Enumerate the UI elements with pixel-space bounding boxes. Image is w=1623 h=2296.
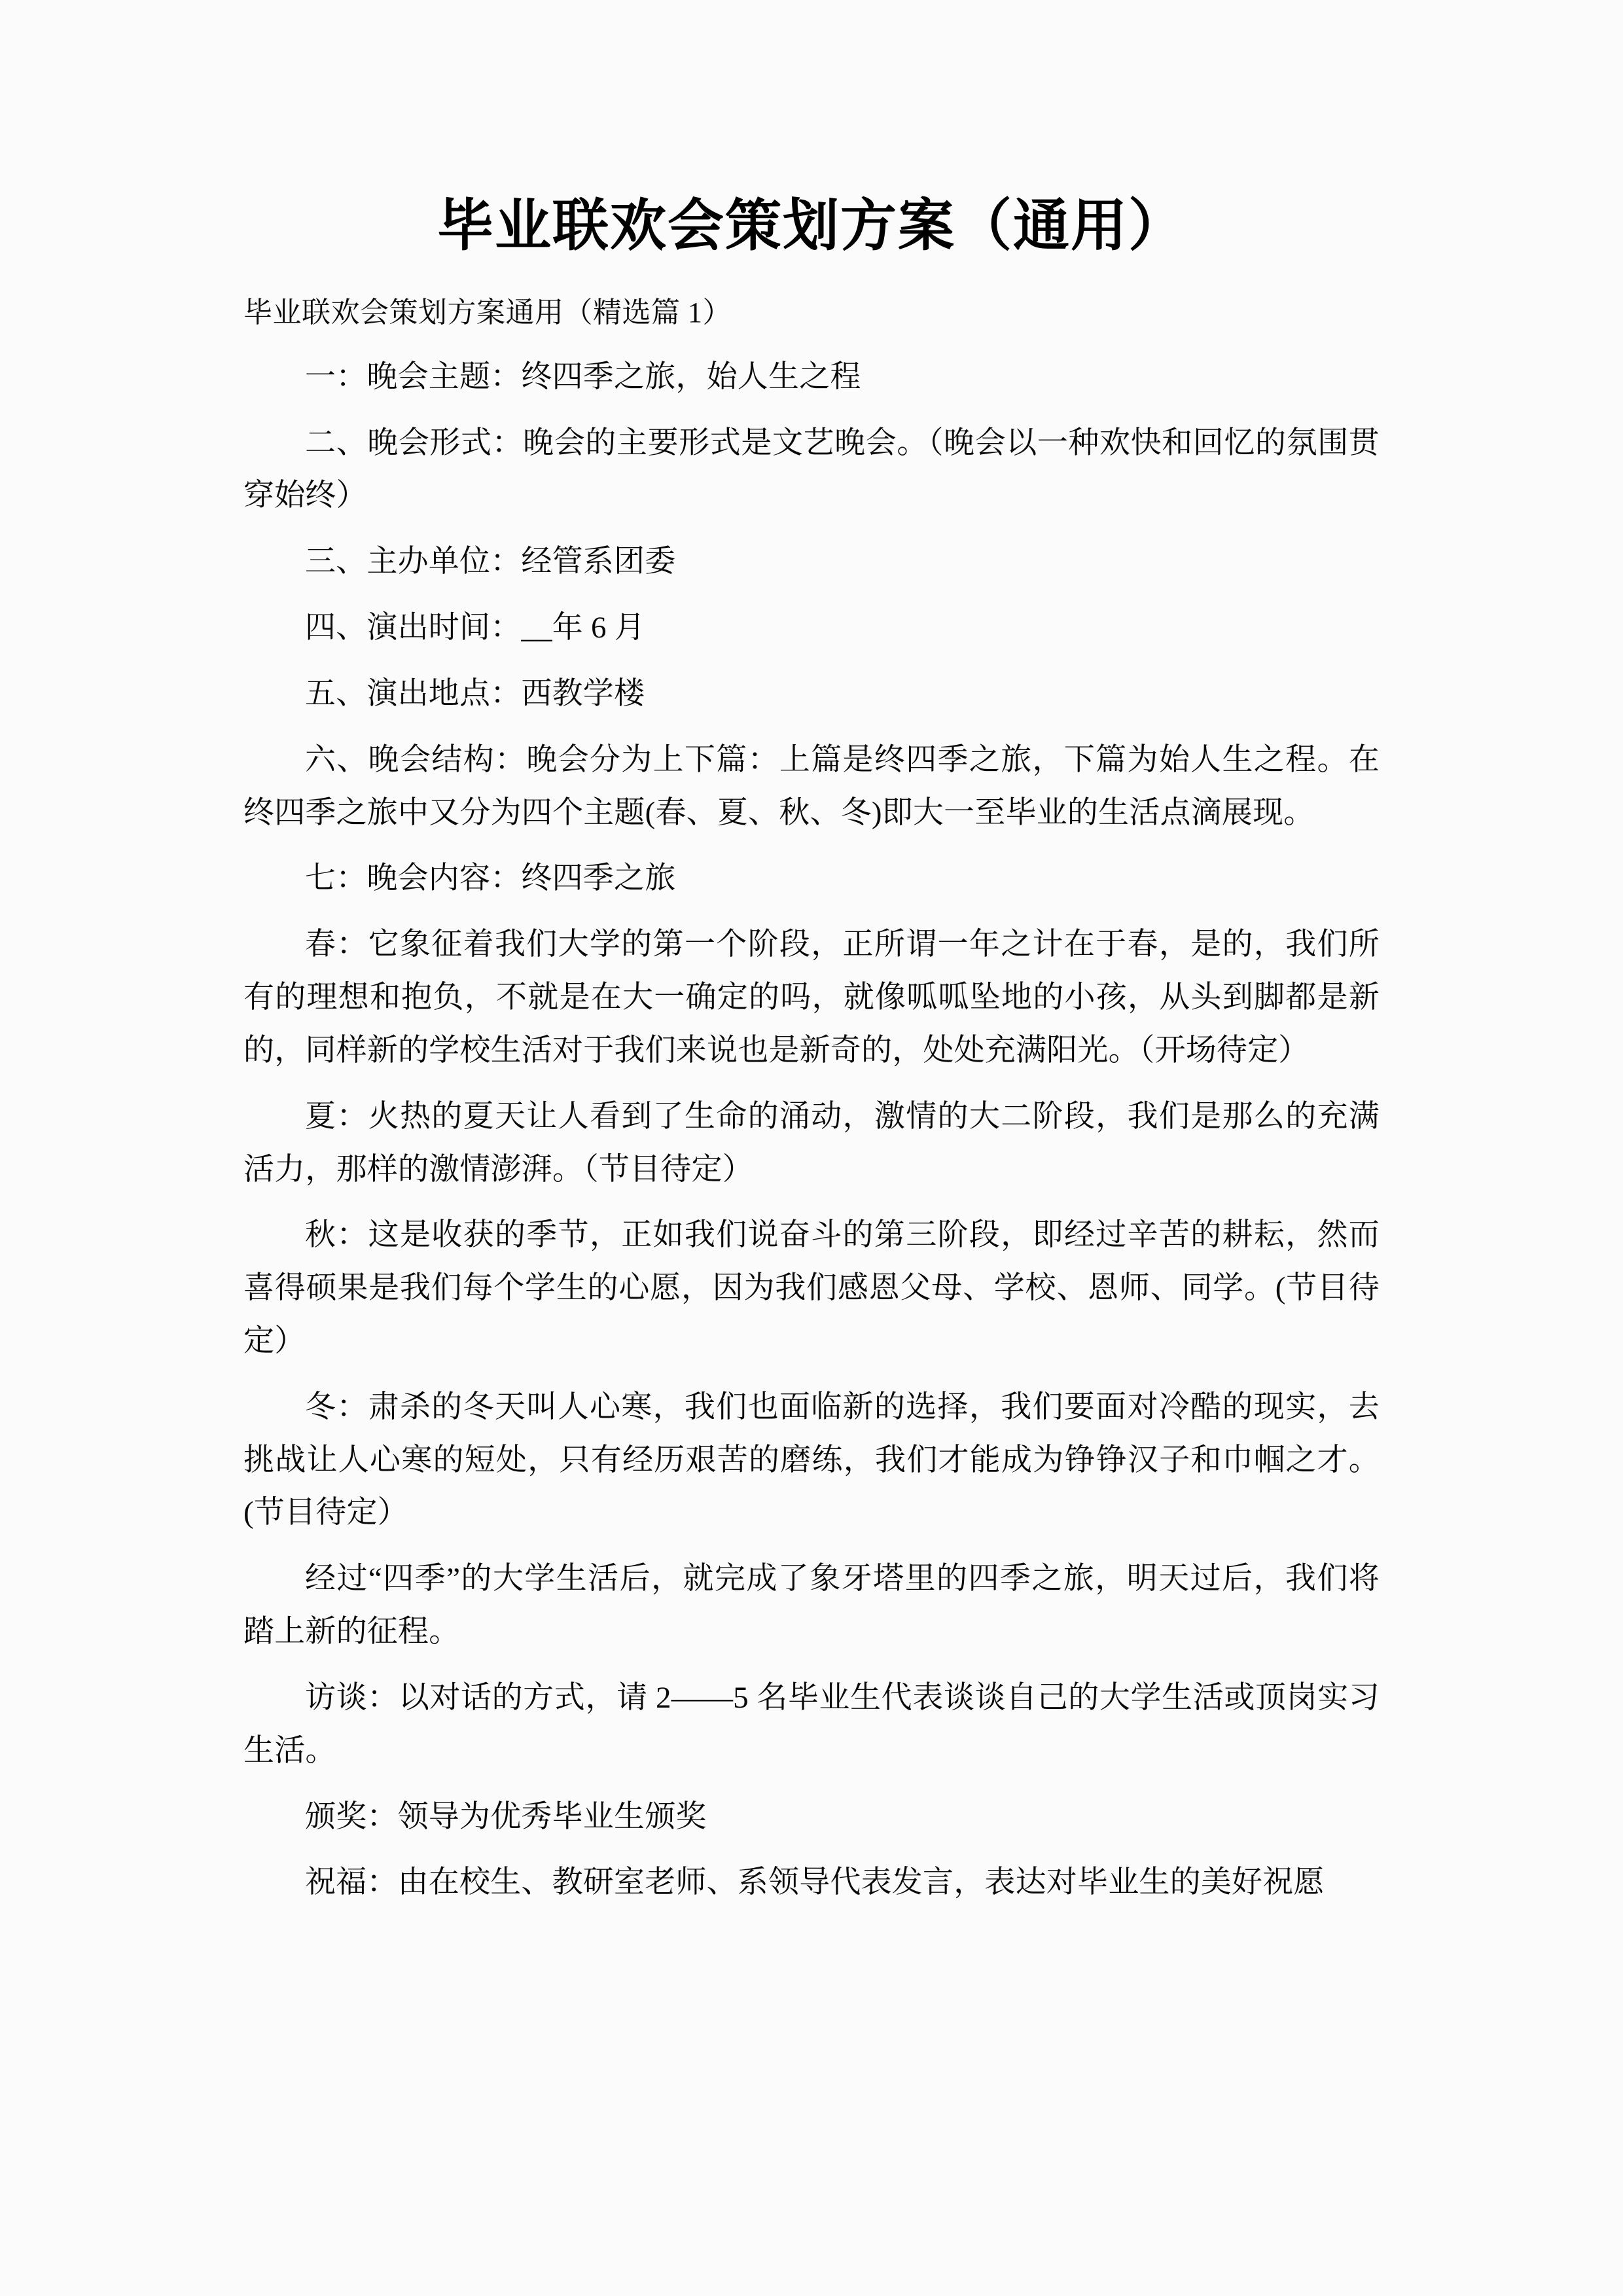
page-title: 毕业联欢会策划方案（通用） [437, 194, 1186, 257]
paragraph-6: 六、晚会结构：晚会分为上下篇：上篇是终四季之旅，下篇为始人生之程。在终四季之旅中又分为四个主题(春、夏、秋、冬)即大一至毕业的生活点滴展现。 [243, 742, 1380, 830]
paragraph-1: 一：晚会主题：终四季之旅，始人生之程 [305, 359, 861, 394]
paragraph-9: 夏：火热的夏天让人看到了生命的涌动，激情的大二阶段，我们是那么的充满活力，那样的激情澎湃。（节目待定） [243, 1099, 1380, 1187]
paragraph-8: 春：它象征着我们大学的第一个阶段，正所谓一年之计在于春，是的，我们所有的理想和抱负，不就是在大一确定的吗，就像呱呱坠地的小孩，从头到脚都是新的，同样新的学校生活对于我们来说也是新奇的，处处充满阳光。（开场待定） [243, 927, 1380, 1067]
paragraph-5: 五、演出地点：西教学楼 [305, 676, 645, 711]
paragraph-4: 四、演出时间：__年 6 月 [305, 611, 645, 645]
paragraph-2: 二、晚会形式：晚会的主要形式是文艺晚会。（晚会以一种欢快和回忆的氛围贯穿始终） [243, 425, 1380, 513]
paragraph-12: 经过“四季”的大学生活后，就完成了象牙塔里的四季之旅，明天过后，我们将踏上新的征程。 [243, 1562, 1380, 1649]
document-content [243, 0, 1380, 1909]
document-subtitle: 毕业联欢会策划方案通用（精选篇 1） [243, 296, 732, 329]
paragraph-11: 冬：肃杀的冬天叫人心寒，我们也面临新的选择，我们要面对冷酷的现实，去挑战让人心寒的短处，只有经历艰苦的磨练，我们才能成为铮铮汉子和巾帼之才。(节目待定） [243, 1390, 1380, 1530]
paragraph-14: 颁奖：领导为优秀毕业生颁奖 [305, 1799, 707, 1834]
paragraph-3: 三、主办单位：经管系团委 [305, 545, 676, 579]
paragraph-7: 七：晚会内容：终四季之旅 [305, 861, 676, 896]
paragraph-10: 秋：这是收获的季节，正如我们说奋斗的第三阶段，即经过辛苦的耕耘，然而喜得硕果是我们每个学生的心愿，因为我们感恩父母、学校、恩师、同学。(节目待定） [243, 1218, 1380, 1358]
paragraph-15: 祝福：由在校生、教研室老师、系领导代表发言，表达对毕业生的美好祝愿 [305, 1865, 1325, 1900]
paragraph-13: 访谈：以对话的方式，请 2——5 名毕业生代表谈谈自己的大学生活或顶岗实习生活。 [243, 1680, 1380, 1768]
